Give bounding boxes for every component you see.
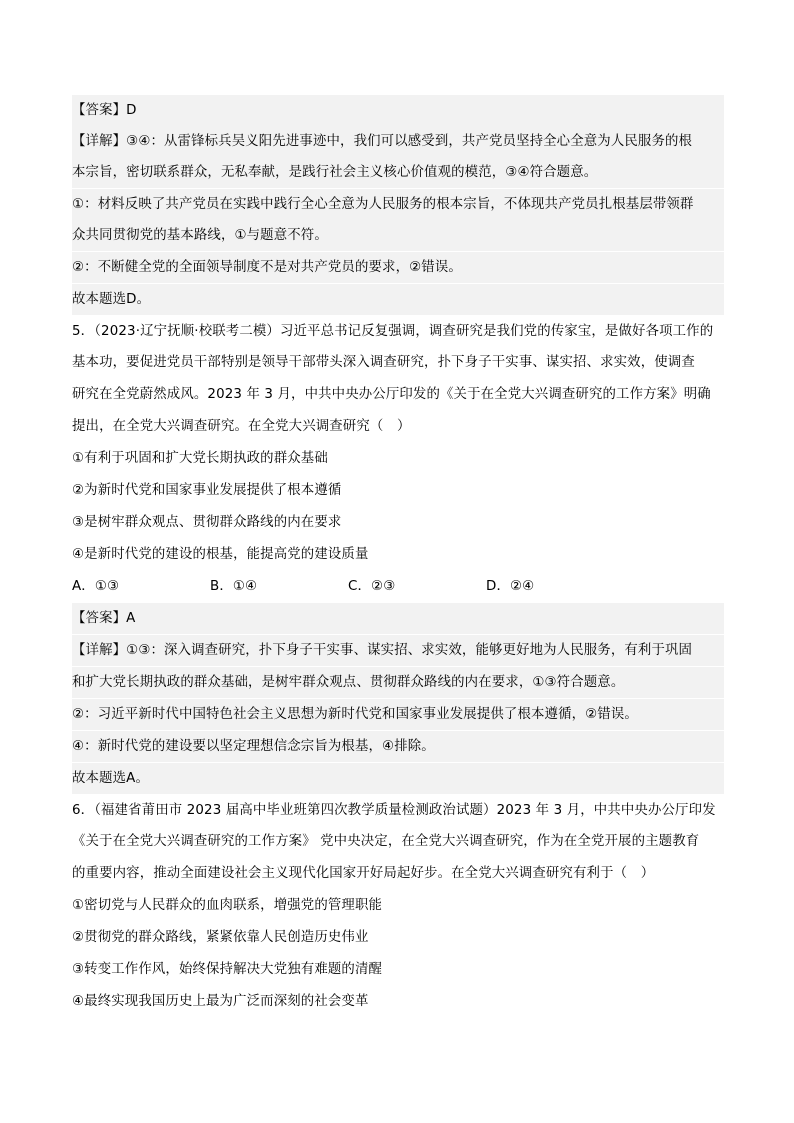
detail-line: 故本题选A。	[72, 763, 724, 794]
statement-item: ①密切党与人民群众的血肉联系，增强党的管理职能	[72, 898, 383, 913]
choice-a: A．①③	[72, 579, 120, 594]
answer-label: 【答案】A	[72, 603, 724, 634]
question-stem: 研究在全党蔚然成风。2023 年 3 月，中共中央办公厅印发的《关于在全党大兴调查研究的工作方案》明确	[72, 387, 711, 402]
statement-item: ②贯彻党的群众路线，紧紧依靠人民创造历史伟业	[72, 930, 369, 945]
question-stem: 6．（福建省莆田市 2023 届高中毕业班第四次教学质量检测政治试题）2023 年 3 月，中共中央办公厅印发	[72, 803, 716, 818]
question-stem: 提出，在全党大兴调查研究。在全党大兴调查研究（ ）	[72, 419, 411, 434]
statement-item: ②为新时代党和国家事业发展提供了根本遵循	[72, 483, 342, 498]
answer-label: 【答案】D	[72, 95, 724, 126]
statement-item: ④是新时代党的建设的根基，能提高党的建设质量	[72, 547, 369, 562]
detail-line: ②：不断健全党的全面领导制度不是对共产党员的要求，②错误。	[72, 252, 724, 283]
detail-line: 【详解】①③：深入调查研究，扑下身子干实事、谋实招、求实效，能够更好地为人民服务，有利于巩固	[72, 635, 724, 666]
statement-item: ③是树牢群众观点、贯彻群众路线的内在要求	[72, 515, 342, 530]
question-stem: 5．（2023·辽宁抚顺·校联考二模）习近平总书记反复强调，调查研究是我们党的传家宝，是做好各项工作的	[72, 324, 714, 339]
detail-line: ②：习近平新时代中国特色社会主义思想为新时代党和国家事业发展提供了根本遵循，②错误。	[72, 699, 724, 730]
choice-b: B．①④	[210, 579, 258, 594]
detail-line: 【详解】③④：从雷锋标兵吴义阳先进事迹中，我们可以感受到，共产党员坚持全心全意为人民服务的根	[72, 126, 724, 157]
detail-line: 众共同贯彻党的基本路线，①与题意不符。	[72, 220, 724, 251]
question-stem: 的重要内容，推动全面建设社会主义现代化国家开好局起好步。在全党大兴调查研究有利于（ ）	[72, 866, 655, 881]
detail-line: 本宗旨，密切联系群众，无私奉献，是践行社会主义核心价值观的模范，③④符合题意。	[72, 157, 724, 188]
detail-line: ①：材料反映了共产党员在实践中践行全心全意为人民服务的根本宗旨，不体现共产党员扎根基层带领群	[72, 189, 724, 220]
choice-c: C．②③	[348, 579, 396, 594]
detail-line: 和扩大党长期执政的群众基础，是树牢群众观点、贯彻群众路线的内在要求，①③符合题意。	[72, 667, 724, 698]
detail-line: ④：新时代党的建设要以坚定理想信念宗旨为根基，④排除。	[72, 731, 724, 762]
question-stem: 《关于在全党大兴调查研究的工作方案》 党中央决定，在全党大兴调查研究，作为在全党开展的主题教育	[72, 834, 700, 849]
detail-line: 故本题选D。	[72, 284, 724, 315]
answer-choices	[72, 571, 724, 602]
question-stem: 基本功，要促进党员干部特别是领导干部带头深入调查研究，扑下身子干实事、谋实招、求实效，使调查	[72, 355, 695, 370]
statement-item: ③转变工作作风，始终保持解决大党独有难题的清醒	[72, 962, 383, 977]
statement-item: ①有利于巩固和扩大党长期执政的群众基础	[72, 451, 328, 466]
statement-item: ④最终实现我国历史上最为广泛而深刻的社会变革	[72, 994, 369, 1009]
choice-d: D．②④	[486, 579, 535, 594]
